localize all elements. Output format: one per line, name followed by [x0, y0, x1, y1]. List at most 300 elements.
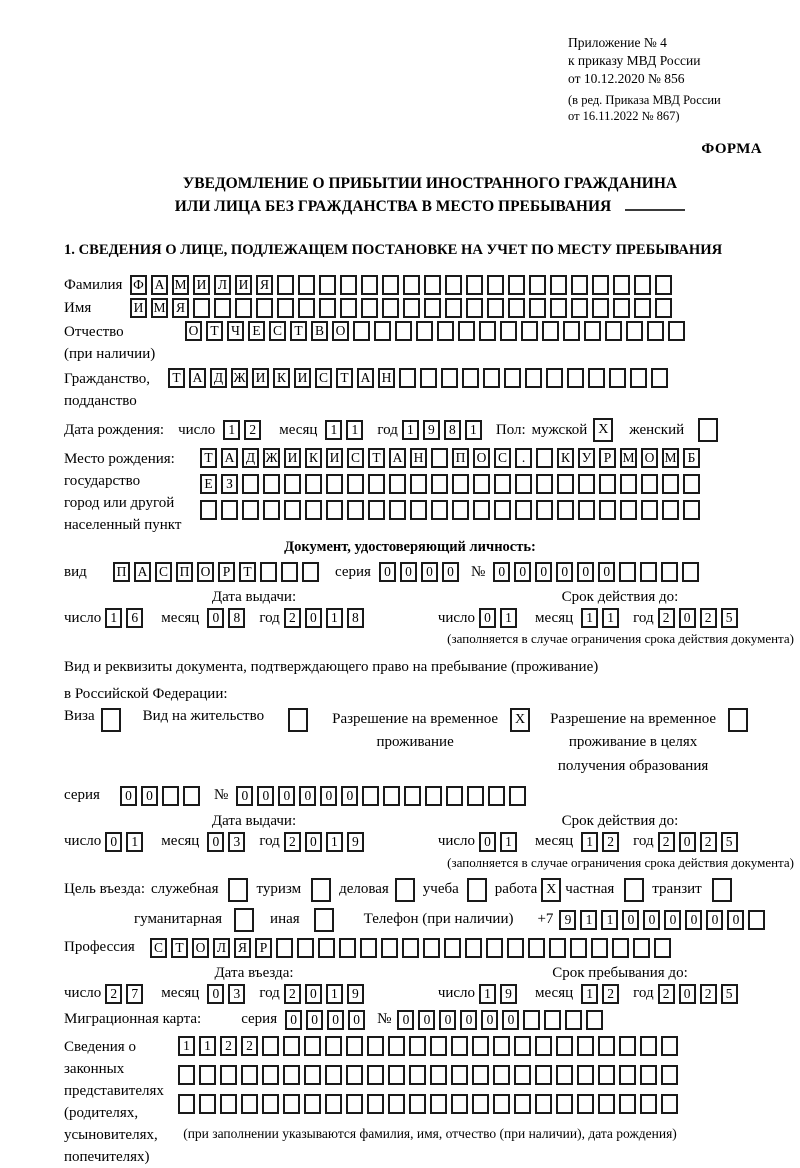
field-birth-place — [64, 448, 796, 536]
form-cell — [472, 1036, 489, 1056]
permit-valid-day-cells — [479, 832, 521, 852]
form-cell: 8 — [228, 608, 245, 628]
form-cell — [662, 500, 679, 520]
form-cell — [550, 275, 567, 295]
permit-issue-year-cells — [284, 832, 368, 852]
form-cell — [528, 938, 545, 958]
form-cell — [431, 474, 448, 494]
form-cell: 2 — [105, 984, 122, 1004]
form-cell — [599, 500, 616, 520]
form-cell — [256, 298, 273, 318]
birth-place-row2-cells — [200, 474, 704, 494]
form-cell — [620, 500, 637, 520]
form-cell: 0 — [327, 1010, 344, 1030]
form-cell — [640, 1094, 657, 1114]
form-cell — [383, 786, 400, 806]
month-label: месяц — [535, 833, 574, 850]
form-cell: О — [192, 938, 209, 958]
form-cell — [193, 298, 210, 318]
birth-place-row1-cells — [200, 448, 704, 468]
form-cell — [661, 1065, 678, 1085]
header-reference — [568, 34, 768, 125]
field-residence-doc-type — [64, 708, 796, 778]
form-cell — [339, 938, 356, 958]
form-cell: 1 — [325, 420, 342, 440]
form-cell — [633, 938, 650, 958]
form-cell — [494, 474, 511, 494]
form-cell: 1 — [581, 984, 598, 1004]
form-cell — [529, 275, 546, 295]
purpose-tourism-checkbox — [311, 878, 331, 902]
form-cell — [199, 1094, 216, 1114]
purpose-study-checkbox — [467, 878, 487, 902]
label-line: усыновителях, — [64, 1126, 158, 1143]
form-cell: 2 — [602, 832, 619, 852]
form-cell: Д — [242, 448, 259, 468]
form-cell: 8 — [347, 608, 364, 628]
label-line: город или другой — [64, 495, 175, 512]
form-cell — [565, 1010, 582, 1030]
form-cell — [304, 1036, 321, 1056]
form-cell — [178, 1094, 195, 1114]
month-label: месяц — [161, 833, 200, 850]
form-cell — [682, 562, 699, 582]
form-cell: 0 — [397, 1010, 414, 1030]
doc-issue-year-cells — [284, 608, 368, 628]
form-cell — [546, 368, 563, 388]
form-cell: 0 — [120, 786, 137, 806]
form-cell — [262, 1036, 279, 1056]
form-cell — [668, 321, 685, 341]
label-line: (родителях, — [64, 1104, 139, 1121]
form-cell: И — [193, 275, 210, 295]
form-cell: 1 — [500, 832, 517, 852]
form-cell — [619, 1036, 636, 1056]
form-cell: 9 — [423, 420, 440, 440]
form-cell — [346, 1036, 363, 1056]
form-cell: П — [113, 562, 130, 582]
field-entry-purpose — [64, 878, 796, 902]
form-cell: А — [189, 368, 206, 388]
field-permit-dates — [64, 832, 796, 852]
form-cell — [325, 1094, 342, 1114]
form-cell: С — [315, 368, 332, 388]
form-cell — [446, 786, 463, 806]
form-cell: 0 — [598, 562, 615, 582]
form-cell — [451, 1065, 468, 1085]
form-cell — [452, 500, 469, 520]
edu-residence-permit-label — [550, 708, 716, 778]
sex-label: Пол: — [495, 421, 526, 438]
form-cell — [346, 1065, 363, 1085]
form-cell: И — [235, 275, 252, 295]
form-cell: 2 — [700, 608, 717, 628]
purpose-humanitarian-label: гуманитарная — [134, 911, 223, 928]
form-cell: 0 — [502, 1010, 519, 1030]
form-cell — [577, 1036, 594, 1056]
form-cell — [661, 1036, 678, 1056]
form-cell — [445, 275, 462, 295]
form-cell: 2 — [284, 832, 301, 852]
form-cell: 0 — [442, 562, 459, 582]
form-cell — [374, 321, 391, 341]
form-cell — [284, 474, 301, 494]
permit-issue-day-cells — [105, 832, 147, 852]
label-line: Сведения о — [64, 1038, 136, 1055]
form-cell: 9 — [347, 984, 364, 1004]
field-birth-date — [64, 418, 796, 442]
form-cell — [304, 1065, 321, 1085]
form-cell: Ф — [130, 275, 147, 295]
form-cell: С — [494, 448, 511, 468]
form-cell — [577, 1094, 594, 1114]
form-cell: 1 — [346, 420, 363, 440]
form-cell: 0 — [418, 1010, 435, 1030]
form-cell — [368, 474, 385, 494]
form-cell — [340, 275, 357, 295]
form-cell — [647, 321, 664, 341]
form-cell — [556, 1065, 573, 1085]
header-line: к приказу МВД России — [568, 53, 701, 69]
label-line: законных — [64, 1060, 125, 1077]
field-entry-dates — [64, 984, 796, 1004]
form-cell — [347, 500, 364, 520]
form-cell — [361, 298, 378, 318]
form-cell: 0 — [236, 786, 253, 806]
series-label: серия — [64, 787, 100, 804]
form-cell — [360, 938, 377, 958]
entry-month-cells — [207, 984, 249, 1004]
form-cell — [241, 1094, 258, 1114]
form-cell — [409, 1036, 426, 1056]
label-line: в Российской Федерации: — [64, 686, 228, 703]
form-cell: 0 — [348, 1010, 365, 1030]
label-line: Гражданство, — [64, 371, 151, 388]
identity-doc-heading: Документ, удостоверяющий личность: — [284, 539, 536, 556]
form-cell — [466, 298, 483, 318]
form-cell — [661, 1094, 678, 1114]
form-cell — [410, 474, 427, 494]
purpose-private-checkbox — [624, 878, 644, 902]
form-cell — [162, 786, 179, 806]
number-label: № — [214, 787, 229, 804]
label-line: проживание — [376, 734, 454, 751]
form-cell — [577, 1065, 594, 1085]
form-cell — [549, 938, 566, 958]
form-cell — [536, 448, 553, 468]
form-cell — [586, 1010, 603, 1030]
form-cell — [367, 1094, 384, 1114]
form-cell — [319, 275, 336, 295]
sex-male-label: мужской — [531, 421, 588, 438]
stay-month-cells — [581, 984, 623, 1004]
valid-note: (заполняется в случае ограничения срока действия документа) — [447, 631, 794, 647]
permit-valid-month-cells — [581, 832, 623, 852]
form-cell — [410, 500, 427, 520]
form-cell: 8 — [444, 420, 461, 440]
form-cell: К — [305, 448, 322, 468]
form-cell — [178, 1065, 195, 1085]
form-cell — [487, 275, 504, 295]
form-cell — [557, 474, 574, 494]
form-cell: 0 — [481, 1010, 498, 1030]
birth-year-cells — [402, 420, 486, 440]
migration-card-number-cells — [397, 1010, 607, 1030]
birth-place-cells-block — [200, 448, 704, 520]
form-cell — [641, 500, 658, 520]
form-cell — [504, 368, 521, 388]
form-cell — [584, 321, 601, 341]
form-cell: 1 — [500, 608, 517, 628]
form-cell: К — [557, 448, 574, 468]
doc-series-cells — [379, 562, 463, 582]
form-cell: 5 — [721, 832, 738, 852]
form-cell: 2 — [658, 608, 675, 628]
form-cell — [458, 321, 475, 341]
header-line: от 16.11.2022 № 867) — [568, 109, 680, 124]
form-cell — [640, 562, 657, 582]
form-cell: 5 — [721, 984, 738, 1004]
form-cell — [536, 474, 553, 494]
form-cell — [445, 298, 462, 318]
permit-number-cells — [236, 786, 530, 806]
form-cell — [570, 938, 587, 958]
form-cell: 9 — [559, 910, 576, 930]
form-cell: 1 — [580, 910, 597, 930]
stay-day-cells — [479, 984, 521, 1004]
valid-note: (заполняется в случае ограничения срока действия документа) — [447, 854, 794, 870]
form-cell — [626, 321, 643, 341]
field-given-name — [64, 298, 796, 318]
form-cell — [634, 298, 651, 318]
form-cell: С — [269, 321, 286, 341]
surname-cells — [130, 275, 676, 295]
form-cell: Е — [248, 321, 265, 341]
field-permit-series — [64, 786, 796, 806]
day-label: число — [437, 985, 476, 1002]
form-cell: 0 — [439, 1010, 456, 1030]
title-line-1: УВЕДОМЛЕНИЕ О ПРИБЫТИИ ИНОСТРАННОГО ГРАЖДАНИНА — [182, 174, 678, 192]
form-cell: 5 — [721, 608, 738, 628]
form-cell: 0 — [679, 984, 696, 1004]
year-label: год — [259, 833, 280, 850]
form-cell — [467, 786, 484, 806]
form-cell — [571, 298, 588, 318]
form-cell: А — [221, 448, 238, 468]
form-cell — [430, 1094, 447, 1114]
birth-month-cells — [325, 420, 367, 440]
form-cell: С — [155, 562, 172, 582]
form-cell — [452, 474, 469, 494]
form-cell: С — [150, 938, 167, 958]
residence-permit-checkbox — [288, 708, 308, 732]
form-cell: 3 — [228, 832, 245, 852]
number-label: № — [377, 1011, 392, 1028]
form-cell — [425, 786, 442, 806]
form-cell — [542, 321, 559, 341]
form-cell — [409, 1094, 426, 1114]
form-cell — [423, 938, 440, 958]
header-line: от 10.12.2020 № 856 — [568, 71, 685, 87]
form-cell — [368, 500, 385, 520]
form-cell — [451, 1094, 468, 1114]
form-cell: О — [185, 321, 202, 341]
form-cell: 2 — [700, 832, 717, 852]
label-line: Место рождения: — [64, 451, 175, 468]
form-cell — [598, 1036, 615, 1056]
label-line: Вид и реквизиты документа, подтверждающего право на пребывание (проживание) — [64, 659, 599, 676]
form-cell: 2 — [602, 984, 619, 1004]
form-cell — [536, 500, 553, 520]
form-cell — [472, 1065, 489, 1085]
form-cell — [473, 474, 490, 494]
representatives-label — [64, 1036, 178, 1168]
form-cell — [319, 298, 336, 318]
day-label: число — [178, 421, 216, 438]
form-cell: 0 — [556, 562, 573, 582]
form-cell: 2 — [241, 1036, 258, 1056]
form-cell — [382, 275, 399, 295]
form-cell — [578, 500, 595, 520]
form-cell: Р — [599, 448, 616, 468]
form-cell — [508, 298, 525, 318]
form-cell: 1 — [178, 1036, 195, 1056]
form-cell: А — [151, 275, 168, 295]
form-cell: А — [357, 368, 374, 388]
form-cell — [563, 321, 580, 341]
form-cell — [591, 938, 608, 958]
form-cell: Ж — [263, 448, 280, 468]
form-cell: 2 — [284, 608, 301, 628]
form-cell — [298, 275, 315, 295]
form-cell — [609, 368, 626, 388]
form-cell: 0 — [305, 832, 322, 852]
form-cell — [486, 938, 503, 958]
form-cell: . — [515, 448, 532, 468]
stay-until-heading: Срок пребывания до: — [552, 964, 688, 981]
form-cell — [260, 562, 277, 582]
form-cell: 0 — [685, 910, 702, 930]
month-label: месяц — [535, 609, 574, 626]
form-cell — [395, 321, 412, 341]
form-cell: 2 — [220, 1036, 237, 1056]
form-cell: М — [620, 448, 637, 468]
profession-cells — [150, 938, 675, 958]
residence-permit-label: Вид на жительство — [142, 708, 265, 725]
form-cell — [399, 368, 416, 388]
form-cell — [557, 500, 574, 520]
form-cell: 0 — [421, 562, 438, 582]
header-line: (в ред. Приказа МВД России — [568, 93, 721, 108]
visa-checkbox — [101, 708, 121, 732]
page-title — [64, 172, 796, 219]
form-cell — [578, 474, 595, 494]
temp-residence-permit-label — [332, 708, 498, 755]
permit-series-cells — [120, 786, 204, 806]
purpose-business-label: деловая — [339, 881, 389, 898]
label-line: попечителях) — [64, 1148, 150, 1165]
form-cell — [473, 500, 490, 520]
form-label: ФОРМА — [701, 140, 762, 157]
month-label: месяц — [535, 985, 574, 1002]
given-name-cells — [130, 298, 676, 318]
edu-residence-permit-checkbox — [728, 708, 748, 732]
permit-valid-year-cells — [658, 832, 742, 852]
representatives-row1-cells — [178, 1036, 682, 1056]
form-cell: 0 — [460, 1010, 477, 1030]
purpose-work-label: работа — [494, 881, 538, 898]
form-cell — [500, 321, 517, 341]
form-cell — [430, 1036, 447, 1056]
label-line: государство — [64, 473, 141, 490]
form-cell: 0 — [285, 1010, 302, 1030]
purpose-humanitarian-checkbox — [234, 908, 254, 932]
form-cell — [514, 1065, 531, 1085]
form-cell: 1 — [581, 832, 598, 852]
valid-until-heading: Срок действия до: — [561, 812, 679, 829]
form-cell: 0 — [622, 910, 639, 930]
form-cell — [535, 1065, 552, 1085]
form-cell — [305, 500, 322, 520]
purpose-transit-label: транзит — [652, 881, 702, 898]
form-cell — [241, 1065, 258, 1085]
form-cell — [523, 1010, 540, 1030]
doc-valid-day-cells — [479, 608, 521, 628]
form-cell — [655, 275, 672, 295]
form-cell — [199, 1065, 216, 1085]
form-cell: 0 — [577, 562, 594, 582]
valid-until-heading: Срок действия до: — [561, 589, 679, 606]
form-cell — [305, 474, 322, 494]
form-cell — [493, 1036, 510, 1056]
form-cell — [662, 474, 679, 494]
form-cell — [571, 275, 588, 295]
form-cell: 2 — [658, 832, 675, 852]
label-line: Разрешение на временное — [550, 711, 717, 728]
form-cell — [567, 368, 584, 388]
form-cell — [620, 474, 637, 494]
visa-label: Виза — [64, 708, 95, 725]
form-cell: Т — [168, 368, 185, 388]
form-cell — [465, 938, 482, 958]
representatives-row2-cells — [178, 1065, 682, 1085]
form-cell: Ч — [227, 321, 244, 341]
form-cell: 0 — [379, 562, 396, 582]
purpose-work-checkbox: X — [541, 878, 561, 902]
form-cell: Н — [410, 448, 427, 468]
form-cell: М — [662, 448, 679, 468]
form-cell — [619, 1094, 636, 1114]
label-line: представителях — [64, 1082, 164, 1099]
form-cell: Т — [200, 448, 217, 468]
form-cell: 9 — [347, 832, 364, 852]
day-label: число — [64, 609, 102, 626]
form-cell — [389, 500, 406, 520]
form-cell — [544, 1010, 561, 1030]
form-cell — [402, 938, 419, 958]
form-cell — [318, 938, 335, 958]
form-cell — [493, 1094, 510, 1114]
form-cell — [514, 1094, 531, 1114]
field-migration-card — [64, 1010, 796, 1030]
form-cell — [284, 500, 301, 520]
form-cell: 0 — [207, 608, 224, 628]
series-label: серия — [335, 563, 371, 580]
residence-doc-heading — [64, 654, 796, 708]
form-cell — [661, 562, 678, 582]
label-line: получения образования — [557, 757, 709, 774]
form-cell — [388, 1036, 405, 1056]
